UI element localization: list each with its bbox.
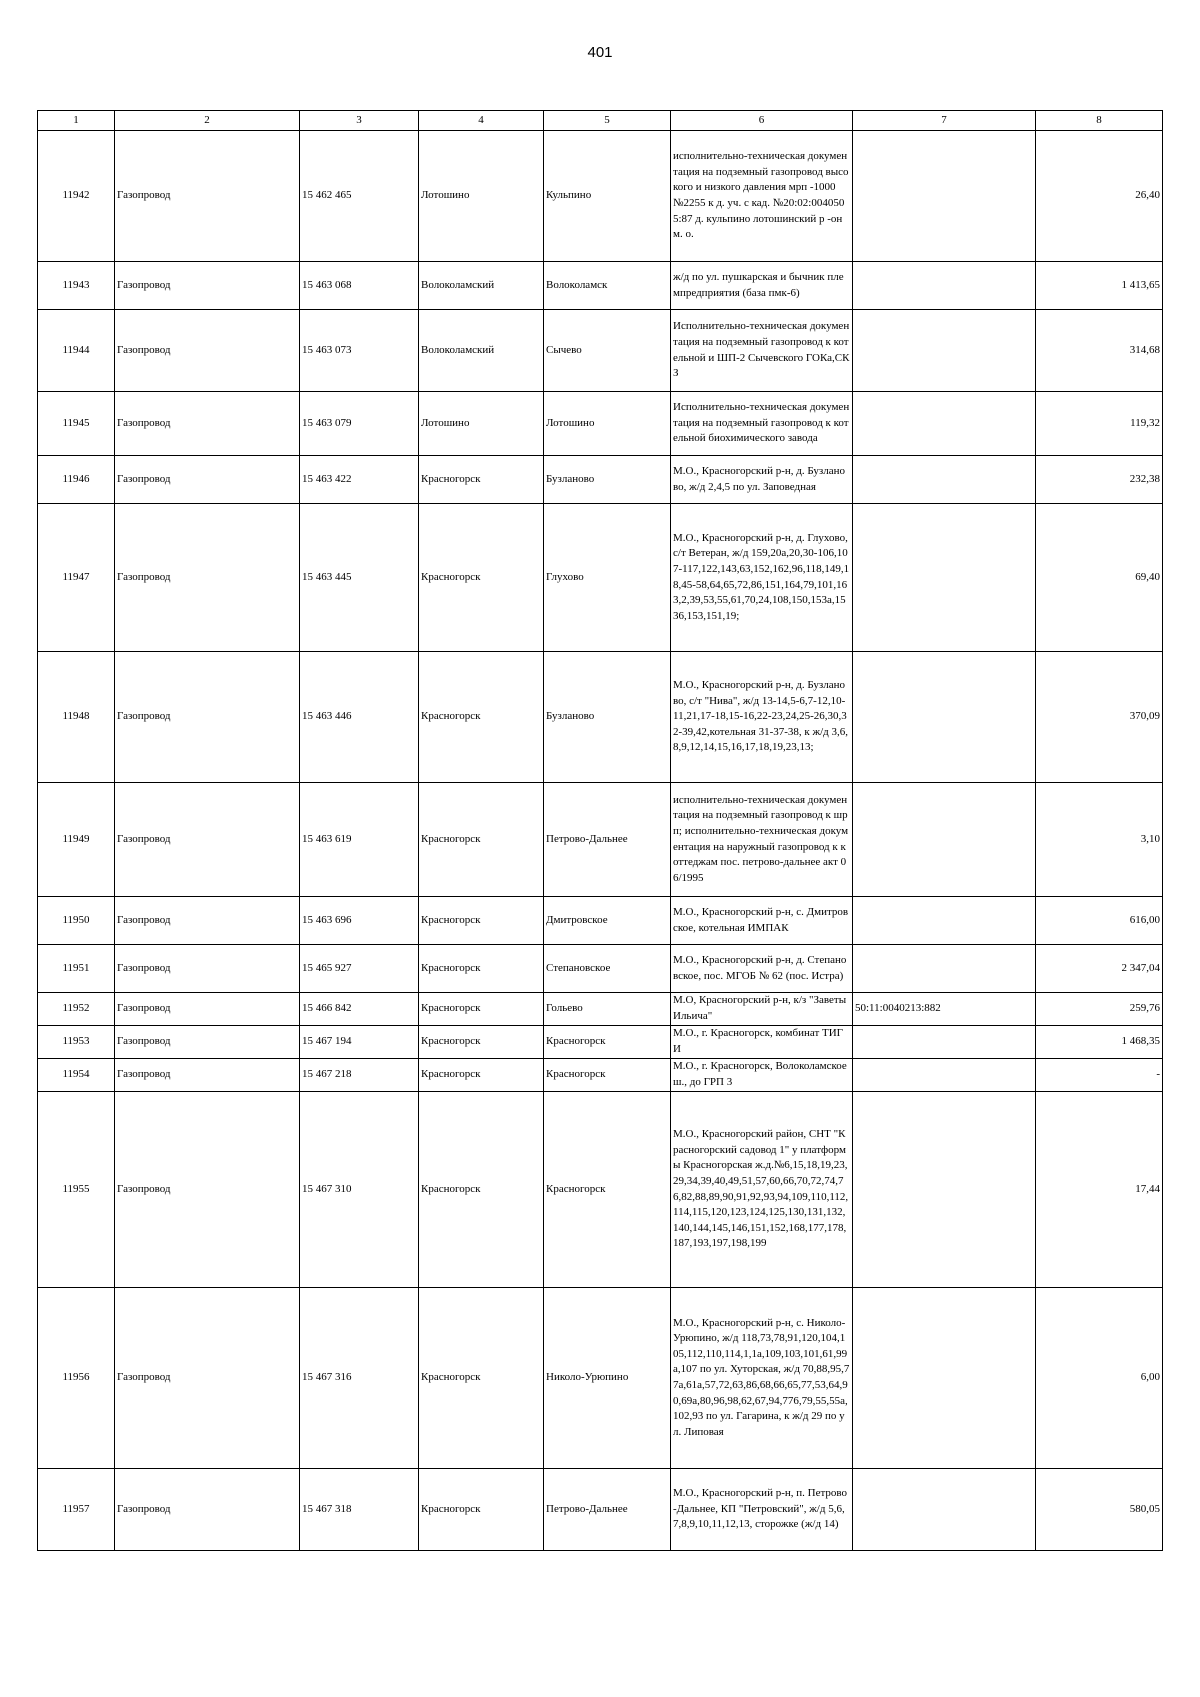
row-number: 11942 [38,131,115,262]
cadastral-number [853,652,1036,783]
object-code: 15 467 218 [300,1059,419,1092]
district-name: Красногорск [419,783,544,897]
cadastral-number [853,1469,1036,1551]
object-code: 15 467 310 [300,1092,419,1288]
object-code: 15 463 619 [300,783,419,897]
object-type: Газопровод [115,1059,300,1092]
table-row [38,993,1163,1026]
cadastral-number [853,1092,1036,1288]
district-name: Красногорск [419,945,544,993]
object-description: М.О., Красногорский р-н, д. Бузланово, с/т "Нива", ж/д 13-14,5-6,7-12,10-11,21,17-18,15-16,22-23,24,25-26,30,32-39,42,котельная 31-37-38, к ж/д 3,6,8,9,12,14,15,16,17,18,19,23,13; [671,652,853,783]
object-value: - [1036,1059,1163,1092]
district-name: Красногорск [419,1288,544,1469]
row-number: 11954 [38,1059,115,1092]
cadastral-number: 50:11:0040213:882 [853,993,1036,1026]
locality-name: Красногорск [544,1092,671,1288]
column-header: 3 [300,111,419,131]
row-number: 11943 [38,262,115,310]
cadastral-number [853,504,1036,652]
object-description: М.О., Красногорский р-н, д. Степановское, пос. МГОБ № 62 (пос. Истра) [671,945,853,993]
object-code: 15 463 073 [300,310,419,392]
object-value: 26,40 [1036,131,1163,262]
object-type: Газопровод [115,897,300,945]
locality-name: Николо-Урюпино [544,1288,671,1469]
locality-name: Глухово [544,504,671,652]
object-type: Газопровод [115,262,300,310]
object-code: 15 465 927 [300,945,419,993]
object-value: 119,32 [1036,392,1163,456]
object-description: М.О, Красногорский р-н, к/з "Заветы Ильича" [671,993,853,1026]
object-type: Газопровод [115,1026,300,1059]
locality-name: Дмитровское [544,897,671,945]
district-name: Красногорск [419,504,544,652]
locality-name: Петрово-Дальнее [544,1469,671,1551]
locality-name: Красногорск [544,1059,671,1092]
district-name: Красногорск [419,1059,544,1092]
object-description: ж/д по ул. пушкарская и бычник племпредприятия (база пмк-6) [671,262,853,310]
row-number: 11944 [38,310,115,392]
registry-table [37,110,1163,1551]
object-description: исполнительно-техническая документация на подземный газопровод высокого и низкого давления мрп -1000 №2255 к д. уч. с кад. №20:02:0040505:87 д. кульпино лотошинский р -он м. о. [671,131,853,262]
object-type: Газопровод [115,945,300,993]
object-code: 15 463 422 [300,456,419,504]
object-type: Газопровод [115,504,300,652]
table-row [38,1026,1163,1059]
object-type: Газопровод [115,652,300,783]
object-value: 616,00 [1036,897,1163,945]
page-number: 401 [587,44,613,61]
row-number: 11953 [38,1026,115,1059]
column-header: 1 [38,111,115,131]
table-row [38,1059,1163,1092]
column-header: 6 [671,111,853,131]
object-type: Газопровод [115,131,300,262]
cadastral-number [853,456,1036,504]
district-name: Красногорск [419,1092,544,1288]
table-header [38,111,1163,131]
object-description: исполнительно-техническая документация на подземный газопровод к шрп; исполнительно-техническая документация на наружный газопровод к коттеджам пос. петрово-дальнее акт 06/1995 [671,783,853,897]
locality-name: Волоколамск [544,262,671,310]
object-value: 1 468,35 [1036,1026,1163,1059]
table-row [38,262,1163,310]
object-code: 15 463 446 [300,652,419,783]
row-number: 11952 [38,993,115,1026]
object-value: 580,05 [1036,1469,1163,1551]
header-row [38,111,1163,131]
table-row [38,456,1163,504]
object-description: М.О., Красногорский р-н, с. Николо-Урюпино, ж/д 118,73,78,91,120,104,105,112,110,114,1,1а,109,103,101,61,99а,107 по ул. Хуторская, ж/д 70,88,95,77а,61а,57,72,63,86,68,66,65,77,53,64,90,69а,80,96,98,62,67,94,776,79,55,55а,102,93 по ул. Гагарина, к ж/д 29 по ул. Липовая [671,1288,853,1469]
object-code: 15 463 079 [300,392,419,456]
row-number: 11955 [38,1092,115,1288]
object-type: Газопровод [115,1092,300,1288]
cadastral-number [853,897,1036,945]
object-description: М.О., г. Красногорск, комбинат ТИГИ [671,1026,853,1059]
district-name: Красногорск [419,897,544,945]
district-name: Красногорск [419,652,544,783]
table-row [38,783,1163,897]
object-code: 15 463 068 [300,262,419,310]
object-type: Газопровод [115,1469,300,1551]
table-row [38,1092,1163,1288]
table-body [38,131,1163,1551]
object-type: Газопровод [115,310,300,392]
object-code: 15 463 696 [300,897,419,945]
row-number: 11948 [38,652,115,783]
object-code: 15 463 445 [300,504,419,652]
table-row [38,945,1163,993]
district-name: Волоколамский [419,262,544,310]
object-type: Газопровод [115,993,300,1026]
cadastral-number [853,262,1036,310]
object-description: М.О., Красногорский р-н, п. Петрово-Дальнее, КП "Петровский", ж/д 5,6,7,8,9,10,11,12,13, сторожке (ж/д 14) [671,1469,853,1551]
cadastral-number [853,392,1036,456]
cadastral-number [853,945,1036,993]
column-header: 7 [853,111,1036,131]
object-description: М.О., Красногорский р-н, с. Дмитровское, котельная ИМПАК [671,897,853,945]
row-number: 11946 [38,456,115,504]
object-type: Газопровод [115,783,300,897]
locality-name: Бузланово [544,456,671,504]
district-name: Лотошино [419,131,544,262]
table-row [38,1288,1163,1469]
locality-name: Лотошино [544,392,671,456]
district-name: Красногорск [419,1026,544,1059]
cadastral-number [853,1026,1036,1059]
row-number: 11947 [38,504,115,652]
object-code: 15 467 194 [300,1026,419,1059]
cadastral-number [853,1288,1036,1469]
table-row [38,392,1163,456]
object-description: М.О., Красногорский район, СНТ "Красногорский садовод 1" у платформы Красногорская ж.д.№6,15,18,19,23,29,34,39,40,49,51,57,60,66,70,72,74,76,82,88,89,90,91,92,93,94,109,110,112,114,115,120,123,124,125,130,131,132,140,144,145,146,151,152,168,177,178,187,193,197,198,199 [671,1092,853,1288]
table-row [38,310,1163,392]
row-number: 11950 [38,897,115,945]
object-code: 15 462 465 [300,131,419,262]
object-value: 370,09 [1036,652,1163,783]
object-type: Газопровод [115,456,300,504]
row-number: 11957 [38,1469,115,1551]
locality-name: Степановское [544,945,671,993]
object-value: 2 347,04 [1036,945,1163,993]
object-description: Исполнительно-техническая документация на подземный газопровод к котельной биохимического завода [671,392,853,456]
district-name: Красногорск [419,1469,544,1551]
object-description: М.О., Красногорский р-н, д. Бузланово, ж/д 2,4,5 по ул. Заповедная [671,456,853,504]
row-number: 11951 [38,945,115,993]
cadastral-number [853,783,1036,897]
table-row [38,897,1163,945]
object-description: М.О., г. Красногорск, Волоколамское ш., до ГРП 3 [671,1059,853,1092]
object-code: 15 467 318 [300,1469,419,1551]
district-name: Лотошино [419,392,544,456]
district-name: Красногорск [419,993,544,1026]
object-code: 15 466 842 [300,993,419,1026]
column-header: 5 [544,111,671,131]
object-type: Газопровод [115,1288,300,1469]
table-row [38,504,1163,652]
locality-name: Гольево [544,993,671,1026]
row-number: 11956 [38,1288,115,1469]
column-header: 8 [1036,111,1163,131]
cadastral-number [853,1059,1036,1092]
row-number: 11949 [38,783,115,897]
locality-name: Кульпино [544,131,671,262]
object-value: 1 413,65 [1036,262,1163,310]
cadastral-number [853,310,1036,392]
object-value: 6,00 [1036,1288,1163,1469]
object-type: Газопровод [115,392,300,456]
locality-name: Сычево [544,310,671,392]
table-row [38,131,1163,262]
cadastral-number [853,131,1036,262]
column-header: 4 [419,111,544,131]
object-description: М.О., Красногорский р-н, д. Глухово, с/т Ветеран, ж/д 159,20а,20,30-106,107-117,122,143,63,152,162,96,118,149,18,45-58,64,65,72,86,151,164,79,101,163,2,39,53,55,61,70,24,108,150,153а,1536,153,151,19; [671,504,853,652]
object-value: 259,76 [1036,993,1163,1026]
district-name: Волоколамский [419,310,544,392]
object-value: 314,68 [1036,310,1163,392]
object-value: 3,10 [1036,783,1163,897]
locality-name: Красногорск [544,1026,671,1059]
object-value: 17,44 [1036,1092,1163,1288]
table-row [38,1469,1163,1551]
object-value: 69,40 [1036,504,1163,652]
locality-name: Петрово-Дальнее [544,783,671,897]
row-number: 11945 [38,392,115,456]
column-header: 2 [115,111,300,131]
table-row [38,652,1163,783]
locality-name: Бузланово [544,652,671,783]
object-value: 232,38 [1036,456,1163,504]
object-description: Исполнительно-техническая документация на подземный газопровод к котельной и ШП-2 Сычевского ГОКа,СКЗ [671,310,853,392]
object-code: 15 467 316 [300,1288,419,1469]
district-name: Красногорск [419,456,544,504]
